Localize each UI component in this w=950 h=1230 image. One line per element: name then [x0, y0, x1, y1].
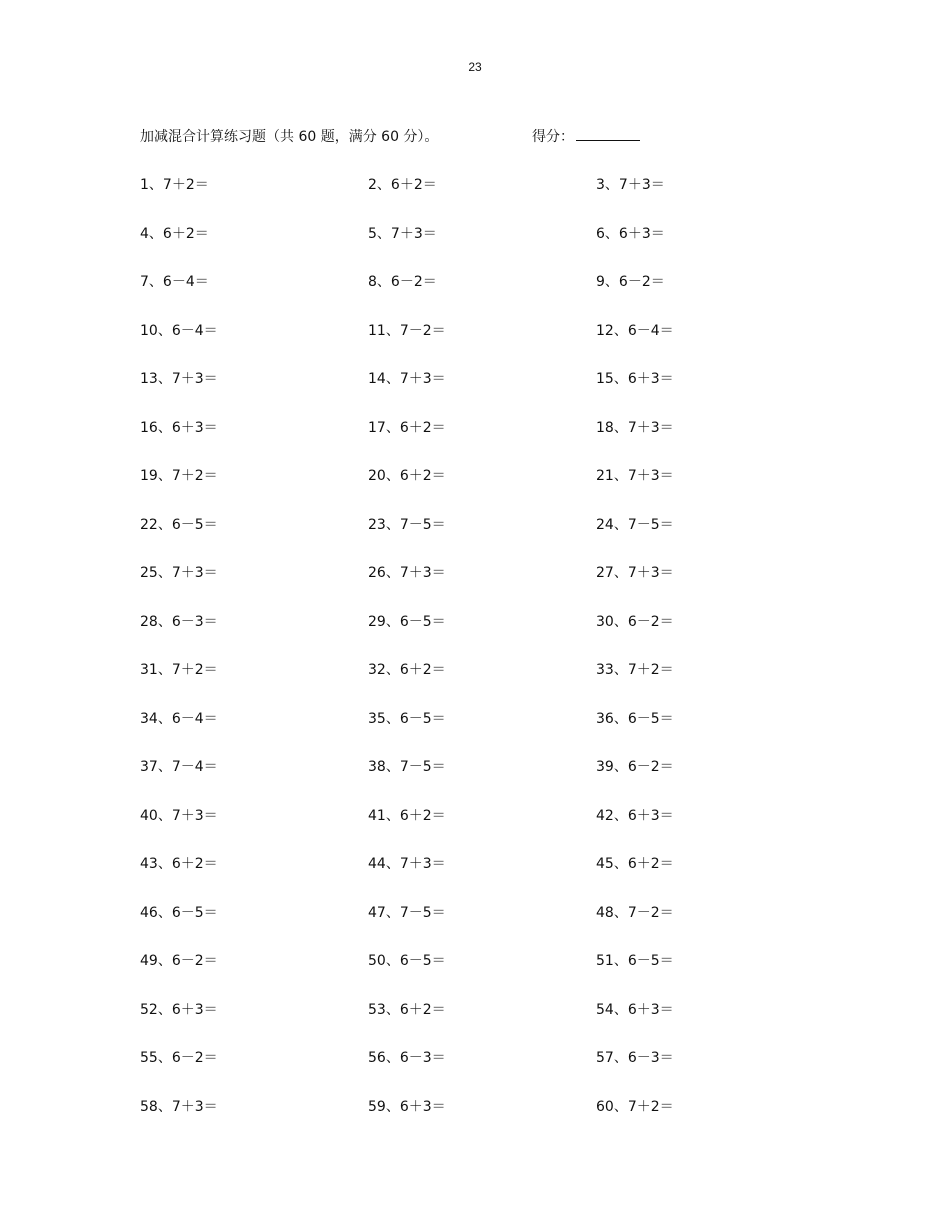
- problem-row: [140, 997, 840, 1046]
- problem-item: 15、6＋3＝: [596, 371, 674, 387]
- problem-item: 6、6＋3＝: [596, 225, 665, 242]
- problem-item: 58、7＋3＝: [140, 1098, 218, 1115]
- problem-row: [140, 754, 840, 803]
- problem-item: 49、6－2＝: [140, 953, 218, 969]
- problem-item: 12、6－4＝: [596, 322, 674, 339]
- score-blank-line: [576, 126, 640, 141]
- problem-item: 28、6－3＝: [140, 613, 218, 630]
- problem-item: 25、7＋3＝: [140, 565, 218, 581]
- score-field: [532, 126, 640, 146]
- problem-item: 50、6－5＝: [368, 953, 446, 969]
- problem-item: 29、6－5＝: [368, 613, 446, 630]
- problem-row: [140, 318, 840, 367]
- problem-item: 5、7＋3＝: [368, 225, 437, 242]
- problem-item: 53、6＋2＝: [368, 1001, 446, 1018]
- problem-item: 41、6＋2＝: [368, 807, 446, 824]
- problem-row: [140, 512, 840, 561]
- problem-row: [140, 851, 840, 900]
- problem-item: 44、7＋3＝: [368, 856, 446, 872]
- problem-item: 48、7－2＝: [596, 904, 674, 921]
- problem-row: [140, 415, 840, 464]
- problem-item: 37、7－4＝: [140, 759, 218, 775]
- problem-row: [140, 706, 840, 755]
- problem-item: 9、6－2＝: [596, 274, 665, 290]
- problem-item: 47、7－5＝: [368, 904, 446, 921]
- problem-item: 40、7＋3＝: [140, 807, 218, 824]
- worksheet-title: 加减混合计算练习题（共 60 题，满分 60 分）。: [140, 129, 439, 145]
- problem-item: 19、7＋2＝: [140, 468, 218, 484]
- problem-row: [140, 1094, 840, 1143]
- problem-item: 10、6－4＝: [140, 322, 218, 339]
- problem-item: 18、7＋3＝: [596, 419, 674, 436]
- problem-item: 33、7＋2＝: [596, 662, 674, 678]
- problem-item: 27、7＋3＝: [596, 565, 674, 581]
- problem-item: 54、6＋3＝: [596, 1001, 674, 1018]
- problem-item: 32、6＋2＝: [368, 662, 446, 678]
- problem-item: 34、6－4＝: [140, 710, 218, 727]
- problem-item: 13、7＋3＝: [140, 371, 218, 387]
- problem-item: 11、7－2＝: [368, 322, 446, 339]
- problem-item: 51、6－5＝: [596, 953, 674, 969]
- problem-row: [140, 900, 840, 949]
- problem-row: [140, 803, 840, 852]
- problem-item: 30、6－2＝: [596, 613, 674, 630]
- problem-item: 36、6－5＝: [596, 710, 674, 727]
- problem-item: 7、6－4＝: [140, 274, 209, 290]
- problem-item: 14、7＋3＝: [368, 371, 446, 387]
- problem-item: 42、6＋3＝: [596, 807, 674, 824]
- problem-item: 31、7＋2＝: [140, 662, 218, 678]
- problem-item: 8、6－2＝: [368, 274, 437, 290]
- problem-item: 57、6－3＝: [596, 1050, 674, 1066]
- problem-item: 55、6－2＝: [140, 1050, 218, 1066]
- problem-item: 38、7－5＝: [368, 759, 446, 775]
- problem-row: [140, 560, 840, 609]
- problem-item: 52、6＋3＝: [140, 1001, 218, 1018]
- problem-row: [140, 366, 840, 415]
- problem-item: 21、7＋3＝: [596, 468, 674, 484]
- problem-item: 35、6－5＝: [368, 710, 446, 727]
- problem-grid: [140, 172, 840, 1142]
- problem-row: [140, 657, 840, 706]
- score-label: 得分：: [532, 129, 574, 145]
- problem-item: 2、6＋2＝: [368, 177, 437, 193]
- problem-item: 45、6＋2＝: [596, 856, 674, 872]
- problem-item: 17、6＋2＝: [368, 419, 446, 436]
- problem-row: [140, 1045, 840, 1094]
- problem-row: [140, 463, 840, 512]
- problem-item: 46、6－5＝: [140, 904, 218, 921]
- problem-item: 4、6＋2＝: [140, 225, 209, 242]
- problem-item: 23、7－5＝: [368, 516, 446, 533]
- problem-item: 3、7＋3＝: [596, 177, 665, 193]
- problem-row: [140, 609, 840, 658]
- problem-item: 56、6－3＝: [368, 1050, 446, 1066]
- problem-item: 60、7＋2＝: [596, 1098, 674, 1115]
- problem-item: 1、7＋2＝: [140, 177, 209, 193]
- problem-item: 26、7＋3＝: [368, 565, 446, 581]
- page-number: 23: [468, 60, 482, 74]
- problem-item: 20、6＋2＝: [368, 468, 446, 484]
- problem-item: 59、6＋3＝: [368, 1098, 446, 1115]
- problem-item: 22、6－5＝: [140, 516, 218, 533]
- problem-row: [140, 172, 840, 221]
- problem-row: [140, 948, 840, 997]
- problem-item: 16、6＋3＝: [140, 419, 218, 436]
- problem-item: 43、6＋2＝: [140, 856, 218, 872]
- problem-row: [140, 269, 840, 318]
- problem-row: [140, 221, 840, 270]
- problem-item: 39、6－2＝: [596, 759, 674, 775]
- problem-item: 24、7－5＝: [596, 516, 674, 533]
